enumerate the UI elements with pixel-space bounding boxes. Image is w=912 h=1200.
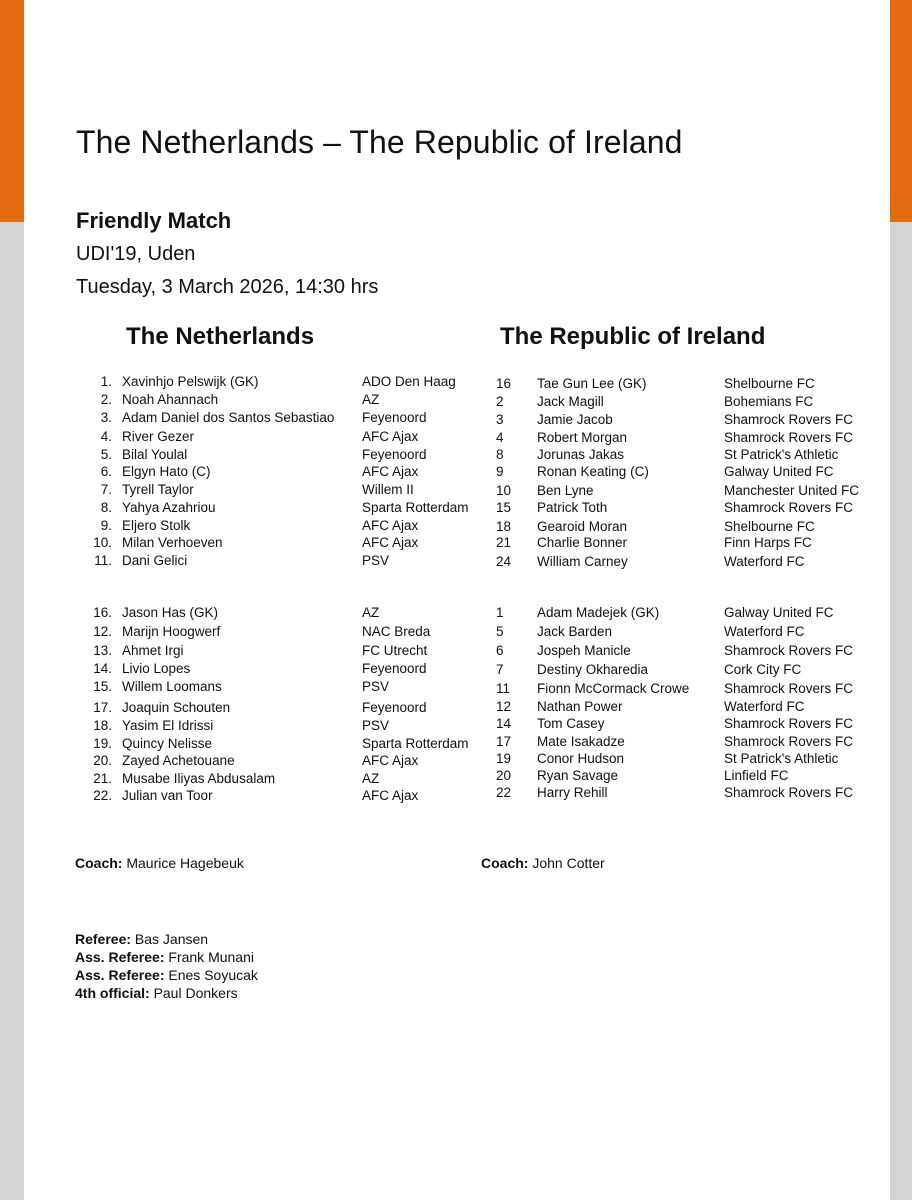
player-club: Sparta Rotterdam (362, 500, 469, 515)
player-club: Finn Harps FC (724, 535, 812, 550)
player-num: 7. (100, 482, 112, 497)
home-player-row (78, 409, 458, 427)
player-club: Shamrock Rovers FC (724, 412, 854, 427)
away-coach-name: John Cotter (532, 855, 605, 871)
player-club: Manchester United FC (724, 483, 860, 498)
player-name: Milan Verhoeven (122, 535, 223, 550)
home-player-row (78, 604, 458, 622)
player-num: 18 (496, 519, 512, 534)
player-club: Shamrock Rovers FC (724, 785, 854, 800)
away-player-row (496, 534, 876, 552)
home-player-row (78, 678, 458, 696)
player-num: 2. (100, 392, 112, 407)
player-name: Eljero Stolk (122, 518, 191, 533)
player-num: 5 (496, 624, 504, 639)
home-player-row (78, 373, 458, 391)
home-player-row (78, 770, 458, 788)
player-club: Shamrock Rovers FC (724, 681, 854, 696)
home-coach-name: Maurice Hagebeuk (126, 855, 244, 871)
player-name: Jorunas Jakas (537, 447, 625, 462)
left-accent-bar (0, 0, 24, 222)
player-num: 17 (496, 734, 512, 749)
away-player-row (496, 604, 876, 622)
player-club: ADO Den Haag (362, 374, 456, 389)
home-team-heading: The Netherlands (126, 323, 315, 350)
player-name: Noah Ahannach (122, 392, 219, 407)
home-player-row (78, 552, 458, 570)
player-name: Jamie Jacob (537, 412, 613, 427)
player-num: 12. (93, 624, 112, 639)
document-page (24, 0, 890, 1200)
player-num: 2 (496, 394, 504, 409)
venue: UDI'19, Uden (76, 243, 196, 265)
official-row (75, 930, 258, 948)
player-name: Mate Isakadze (537, 734, 625, 749)
player-club: NAC Breda (362, 624, 431, 639)
player-name: Nathan Power (537, 699, 623, 714)
player-club: Feyenoord (362, 661, 427, 676)
match-officials (75, 930, 258, 1002)
official-row (75, 948, 258, 966)
player-name: Jason Has (GK) (122, 605, 219, 620)
player-num: 10 (496, 483, 512, 498)
away-player-row (496, 715, 876, 733)
player-name: Tyrell Taylor (122, 482, 194, 497)
player-num: 1 (496, 605, 504, 620)
official-role: Ass. Referee: (75, 967, 165, 983)
away-player-row (496, 642, 876, 660)
official-row (75, 984, 258, 1002)
away-player-row (496, 733, 876, 751)
home-player-row (78, 534, 458, 552)
away-player-row (496, 623, 876, 641)
player-club: FC Utrecht (362, 643, 428, 658)
player-club: PSV (362, 679, 390, 694)
player-name: Ahmet Irgi (122, 643, 184, 658)
player-num: 7 (496, 662, 504, 677)
player-num: 16. (93, 605, 112, 620)
player-name: River Gezer (122, 429, 195, 444)
official-role: Ass. Referee: (75, 949, 165, 965)
away-player-row (496, 446, 876, 464)
match-type: Friendly Match (76, 208, 232, 233)
home-player-row (78, 481, 458, 499)
player-num: 8. (100, 500, 112, 515)
official-role: 4th official: (75, 985, 150, 1001)
player-club: AFC Ajax (362, 518, 419, 533)
player-club: AFC Ajax (362, 464, 419, 479)
player-num: 9 (496, 464, 504, 479)
home-player-row (78, 391, 458, 409)
player-club: PSV (362, 718, 390, 733)
player-name: Dani Gelici (122, 553, 188, 568)
player-num: 6 (496, 643, 504, 658)
player-club: Shelbourne FC (724, 519, 815, 534)
away-player-row (496, 784, 876, 802)
home-player-row (78, 446, 458, 464)
official-name: Enes Soyucak (168, 967, 258, 983)
player-name: Yahya Azahriou (122, 500, 216, 515)
home-player-row (78, 463, 458, 481)
away-coach (481, 855, 605, 871)
player-num: 18. (93, 718, 112, 733)
player-club: Shamrock Rovers FC (724, 430, 854, 445)
away-player-row (496, 767, 876, 785)
player-club: Waterford FC (724, 624, 805, 639)
player-num: 24 (496, 554, 512, 569)
player-name: Xavinhjo Pelswijk (GK) (122, 374, 259, 389)
official-name: Paul Donkers (153, 985, 238, 1001)
away-player-row (496, 499, 876, 517)
player-num: 15. (93, 679, 112, 694)
player-num: 14 (496, 716, 512, 731)
home-coach (75, 855, 244, 871)
player-club: AFC Ajax (362, 788, 419, 803)
player-name: Adam Madejek (GK) (537, 605, 660, 620)
player-name: William Carney (537, 554, 628, 569)
away-player-row (496, 698, 876, 716)
player-name: Joaquin Schouten (122, 700, 231, 715)
player-num: 16 (496, 376, 512, 391)
player-num: 1. (100, 374, 112, 389)
player-num: 20 (496, 768, 512, 783)
player-name: Livio Lopes (122, 661, 191, 676)
home-player-row (78, 717, 458, 735)
player-num: 17. (93, 700, 112, 715)
player-name: Robert Morgan (537, 430, 628, 445)
away-player-row (496, 553, 876, 571)
player-name: Jospeh Manicle (537, 643, 631, 658)
player-name: Tae Gun Lee (GK) (537, 376, 647, 391)
player-name: Fionn McCormack Crowe (537, 681, 690, 696)
player-num: 4 (496, 430, 504, 445)
away-player-row (496, 680, 876, 698)
player-num: 19. (93, 736, 112, 751)
home-player-row (78, 787, 458, 805)
player-name: Yasim El Idrissi (122, 718, 214, 733)
official-role: Referee: (75, 931, 132, 947)
player-num: 14. (93, 661, 112, 676)
player-name: Charlie Bonner (537, 535, 628, 550)
player-club: AZ (362, 771, 380, 786)
away-player-row (496, 750, 876, 768)
player-num: 3. (100, 410, 112, 425)
player-club: Feyenoord (362, 410, 427, 425)
player-club: Waterford FC (724, 699, 805, 714)
player-club: Waterford FC (724, 554, 805, 569)
player-name: Ben Lyne (537, 483, 594, 498)
player-club: Bohemians FC (724, 394, 814, 409)
player-club: Shamrock Rovers FC (724, 643, 854, 658)
player-club: AZ (362, 605, 380, 620)
player-name: Marijn Hoogwerf (122, 624, 221, 639)
player-club: Shamrock Rovers FC (724, 716, 854, 731)
player-club: Willem II (362, 482, 414, 497)
player-club: Galway United FC (724, 605, 834, 620)
player-name: Zayed Achetouane (122, 753, 235, 768)
home-player-row (78, 517, 458, 535)
player-name: Tom Casey (537, 716, 605, 731)
away-player-row (496, 482, 876, 500)
away-team-heading: The Republic of Ireland (500, 323, 766, 350)
player-num: 6. (100, 464, 112, 479)
player-name: Bilal Youlal (122, 447, 188, 462)
player-club: St Patrick's Athletic (724, 447, 839, 462)
player-name: Destiny Okharedia (537, 662, 649, 677)
home-player-row (78, 623, 458, 641)
left-frame (0, 222, 24, 1200)
player-name: Adam Daniel dos Santos Sebastiao (122, 410, 335, 425)
player-num: 21 (496, 535, 512, 550)
document-title: The Netherlands – The Republic of Ireland (76, 124, 683, 160)
player-num: 9. (100, 518, 112, 533)
player-club: Shamrock Rovers FC (724, 500, 854, 515)
player-num: 19 (496, 751, 512, 766)
player-num: 22 (496, 785, 512, 800)
home-player-row (78, 735, 469, 753)
player-club: Galway United FC (724, 464, 834, 479)
home-player-row (78, 428, 458, 446)
right-accent-bar (890, 0, 912, 222)
player-club: Feyenoord (362, 447, 427, 462)
player-name: Elgyn Hato (C) (122, 464, 211, 479)
player-name: Gearoid Moran (537, 519, 628, 534)
home-player-row (78, 499, 469, 517)
player-num: 8 (496, 447, 504, 462)
player-club: AZ (362, 392, 380, 407)
player-num: 13. (93, 643, 112, 658)
player-num: 11. (94, 553, 112, 568)
player-num: 21. (93, 771, 112, 786)
player-num: 3 (496, 412, 504, 427)
player-club: PSV (362, 553, 390, 568)
player-club: Feyenoord (362, 700, 427, 715)
player-club: St Patrick's Athletic (724, 751, 839, 766)
player-club: AFC Ajax (362, 429, 419, 444)
player-name: Quincy Nelisse (122, 736, 213, 751)
player-name: Jack Barden (537, 624, 613, 639)
player-num: 5. (100, 447, 112, 462)
home-player-row (78, 660, 458, 678)
match-datetime: Tuesday, 3 March 2026, 14:30 hrs (76, 276, 379, 298)
player-num: 4. (100, 429, 112, 444)
player-club: AFC Ajax (362, 535, 419, 550)
player-num: 10. (93, 535, 112, 550)
player-name: Julian van Toor (122, 788, 213, 803)
player-num: 12 (496, 699, 512, 714)
player-num: 11 (496, 681, 511, 696)
away-player-row (496, 375, 876, 393)
player-num: 15 (496, 500, 512, 515)
home-coach-label: Coach: (75, 855, 123, 871)
player-name: Conor Hudson (537, 751, 625, 766)
player-name: Jack Magill (537, 394, 604, 409)
player-club: Cork City FC (724, 662, 802, 677)
player-name: Ronan Keating (C) (537, 464, 649, 479)
away-player-row (496, 411, 876, 429)
player-name: Willem Loomans (122, 679, 222, 694)
home-player-row (78, 642, 458, 660)
player-name: Harry Rehill (537, 785, 608, 800)
player-club: AFC Ajax (362, 753, 419, 768)
home-player-row (78, 699, 458, 717)
player-club: Shamrock Rovers FC (724, 734, 854, 749)
player-name: Patrick Toth (537, 500, 608, 515)
official-name: Frank Munani (168, 949, 254, 965)
away-coach-label: Coach: (481, 855, 529, 871)
away-player-row (496, 661, 876, 679)
player-num: 20. (93, 753, 112, 768)
away-player-row (496, 463, 876, 481)
player-name: Musabe Iliyas Abdusalam (122, 771, 276, 786)
official-name: Bas Jansen (134, 931, 209, 947)
player-name: Ryan Savage (537, 768, 619, 783)
player-club: Sparta Rotterdam (362, 736, 469, 751)
player-num: 22. (93, 788, 112, 803)
player-club: Shelbourne FC (724, 376, 815, 391)
home-player-row (78, 752, 458, 770)
official-row (75, 966, 258, 984)
player-club: Linfield FC (724, 768, 789, 783)
away-player-row (496, 393, 876, 411)
right-frame (890, 222, 912, 1200)
away-player-row (496, 429, 876, 447)
